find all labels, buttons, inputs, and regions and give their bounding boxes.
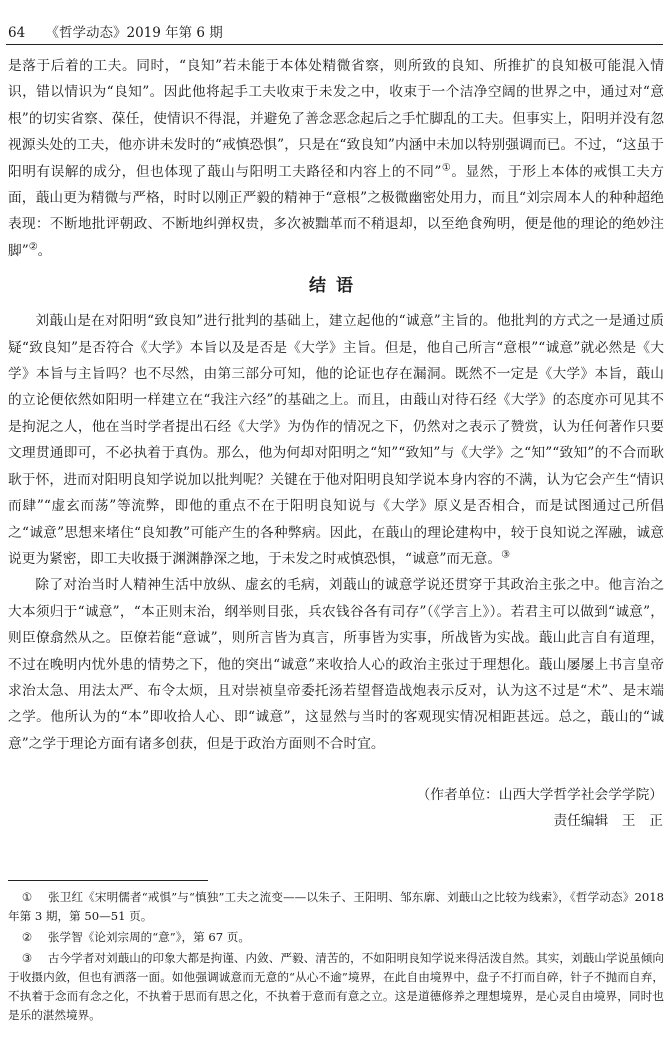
paragraph-2-text: 刘蕺山是在对阳明“致良知”进行批判的基础上，建立起他的“诚意”主旨的。他批判的方式之一是通过质疑“致良知”是否符合《大学》本旨以及是否是《大学》主旨。但是，他自己所言“意根”“诚意”就必然是《大学》本旨与主旨吗？也不尽然，由第三部分可知，他的论证也存在漏洞。既然不一定是《大学》本旨，蕺山的立论便依然如阳明一样建立在“我注六经”的基础之上。而且，由蕺山对待石经《大学》的态度亦可见其不是拘泥之人，他在当时学者提出石经《大学》为伪作的情况之下，仍然对之表示了赞赏，认为任何著作只要文理贯通即可，不必执着于真伪。那么，他为何却对阳明之“知”“致知”与《大学》之“知”“致知”的不合而耿耿于怀，进而对阳明良知学说加以批判呢？关键在于他对阳明良知学说本身内容的不满，认为它会产生“情识而肆”“虚玄而荡”等流弊，即他的重点不在于阳明良知说与《大学》原义是否相合，而是试图通过己所倡之“诚意”思想来堵住“良知教”可能产生的各种弊病。因此，在蕺山的理论建构中，较于良知说之浑融，诚意说更为紧密，即工夫收摄于渊渊静深之地，于未发之时戒慎恐惧，“诚意”而无意。 (8, 313, 664, 567)
journal-title: 《哲学动态》2019 年第 6 期 (45, 25, 223, 41)
page-number: 64 (8, 25, 26, 41)
section-title-conclusion: 结语 (309, 276, 363, 297)
footnote-1 (8, 888, 664, 926)
footnotes (8, 888, 664, 1027)
footnote-ref-2[interactable]: ② (28, 241, 38, 253)
footnote-1-mark: ① (21, 890, 33, 904)
footnote-2-text: 张学智《论刘宗周的“意”》，第 67 页。 (47, 930, 250, 944)
paragraph-1-text: 是落于后着的工夫。同时，“良知”若未能于本体处精微省察，则所致的良知、所推扩的良知极可能混入情识，错以情识为“良知”。因此他将起手工夫收束于未发之中，收束于一个洁净空阔的世界之中，通过对“意根”的切实省察、葆任，使情识不得混，并避免了善念恶念起后之手忙脚乱的工夫。但事实上，阳明并没有忽视源头处的工夫，他亦讲未发时的“戒慎恐惧”，只是在“致良知”内涵中未加以特别强调而已。不过，“这虽于阳明有误解的成分，但也体现了蕺山与阳明工夫路径和内容上的不同” (8, 58, 664, 180)
header-rule (6, 44, 663, 45)
footnote-3-text: 古今学者对刘蕺山的印象大都是拘谨、内敛、严毅、清苦的，不如阳明良知学说来得活泼自然。其实，刘蕺山学说虽倾向于收摄内敛，但也有洒落一面。如他强调诚意而无意的“从心不逾”境界，在此自由境界中，盘子不打而自碎，针子不抛而自弃，不执着于念而有念之化，不执着于思而有思之化，不执着于意而有意之立。这是道德修养之理想境界，是心灵自由境界，同时也是乐的湛然境界。 (8, 951, 664, 1022)
author-affiliation: （作者单位：山西大学哲学社会学学院） (416, 787, 663, 803)
footnote-rule (8, 880, 208, 881)
footnote-1-text: 张卫红《宋明儒者“戒惧”与“慎独”工夫之流变——以朱子、王阳明、邹东廓、刘蕺山之比较为线索》，《哲学动态》2018 年第 3 期，第 50—51 页。 (8, 890, 664, 923)
footnote-ref-1[interactable]: ① (441, 162, 452, 174)
paragraph-1-text-c: 。 (37, 242, 52, 259)
author-signature (417, 782, 663, 834)
paragraph-1-text-b: 。显然，于形上本体的戒惧工夫方面，蕺山更为精微与严格，时时以刚正严毅的精神于“意根”之极微幽密处用力，而且“刘宗周本人的种种超绝表现：不断地批评朝政、不断地纠弹权贵，多次被黜革而不稍退却，以至绝食殉明，便是他的理论的绝妙注脚” (8, 163, 664, 259)
paragraph-2 (8, 308, 664, 572)
footnote-3 (8, 949, 664, 1025)
footnote-2 (8, 928, 664, 947)
footnote-ref-3[interactable]: ③ (501, 549, 511, 561)
footnote-3-mark: ③ (21, 951, 33, 965)
paragraph-3: 除了对治当时人精神生活中放纵、虚玄的毛病，刘蕺山的诚意学说还贯穿于其政治主张之中。他言治之大本须归于“诚意”，“本正则末治，纲举则目张，兵农钱谷各有司存”（《学言上》）。若君主可以做到“诚意”，则臣僚翕然从之。臣僚若能“意诚”，则所言皆为真言，所事皆为实事，所战皆为实战。蕺山此言自有道理，不过在晚明内忧外患的情势之下，他的突出“诚意”来收拾人心的政治主张过于理想化。蕺山屡屡上书言皇帝求治太急、用法太严、布令太烦，且对崇祯皇帝委托汤若望督造战炮表示反对，认为这不过是“术”、是末端之学。他所认为的“本”即收拾人心、即“诚意”，这显然与当时的客观现实情况相距甚远。总之，蕺山的“诚意”之学于理论方面有诸多创获，但是于政治方面则不合时宜。 (8, 577, 664, 752)
page-header (8, 22, 664, 44)
responsible-editor: 责任编辑 王 正 (553, 813, 663, 829)
footnote-2-mark: ② (21, 930, 33, 944)
article-body (8, 53, 664, 757)
paragraph-1 (8, 53, 664, 264)
